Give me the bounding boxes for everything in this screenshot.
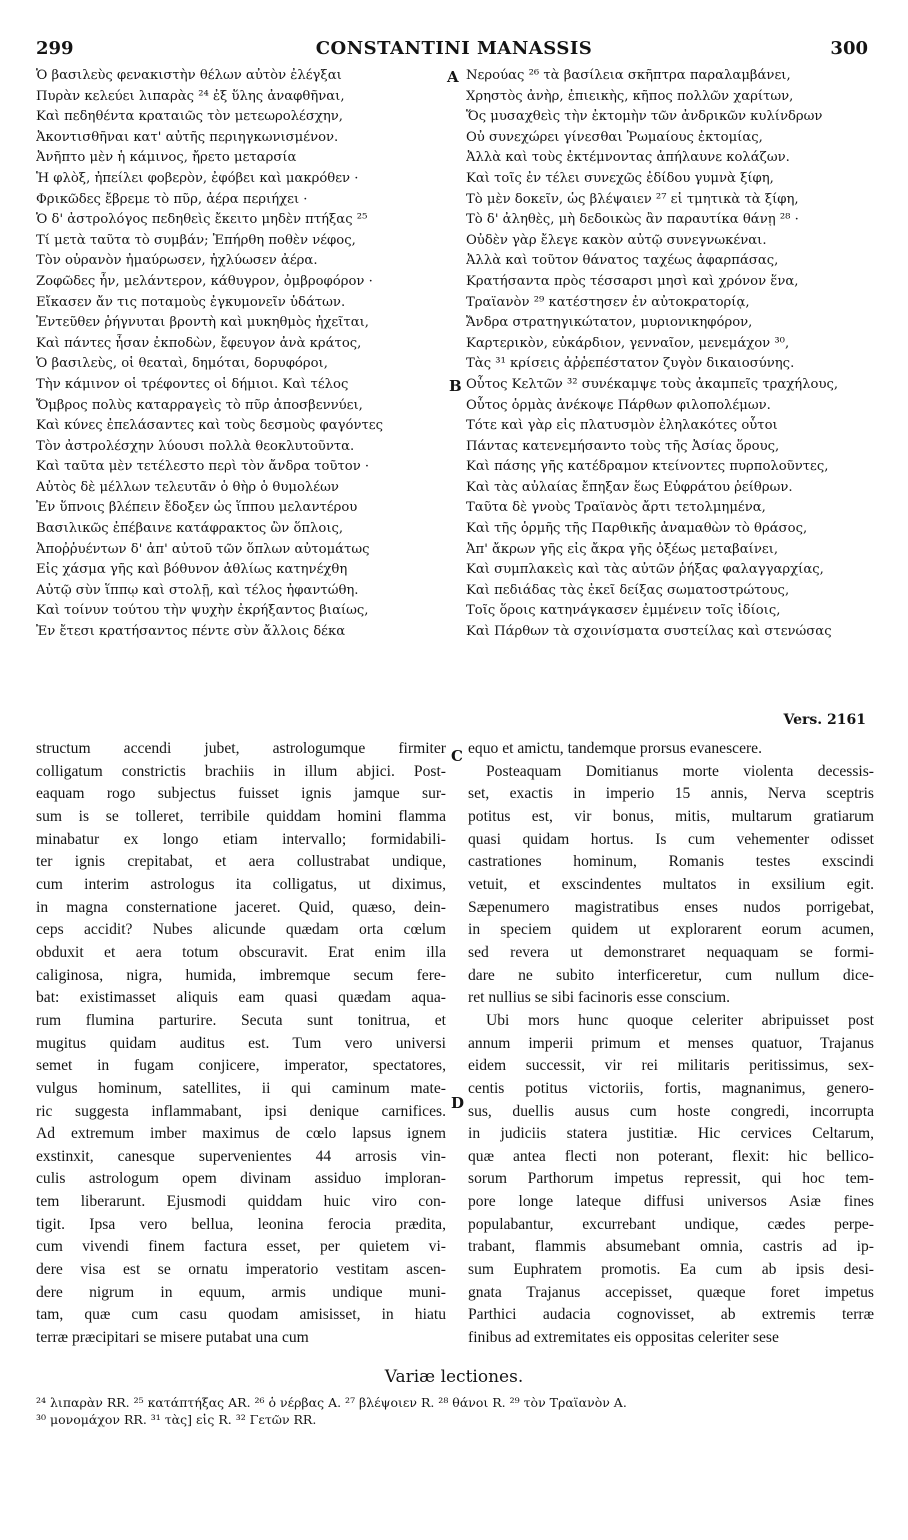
latin-text-line: Ad extremum imber maximus de cœlo lapsus ignem: [36, 1125, 446, 1143]
greek-verse-column-right: [466, 66, 876, 643]
greek-verse-line: Ὁ δ' ἀστρολόγος πεδηθεὶς ἔκειτο μηδὲν πτήξας ²⁵: [36, 212, 368, 228]
greek-verse-line: Τὰς ³¹ κρίσεις ἀῤῥεπέστατον ζυγὸν δικαιοσύνης.: [466, 356, 795, 372]
greek-verse-line: Τοῖς ὅροις κατηνάγκασεν ἐμμένειν τοῖς ἰδίοις,: [466, 603, 781, 619]
greek-verse-line: Καὶ κύνες ἐπελάσαντες καὶ τοὺς δεσμοὺς φαγόντες: [36, 418, 383, 434]
greek-verse-line: Εἴκασεν ἄν τις ποταμοὺς ἐγκυμονεῖν ὑδάτων.: [36, 294, 346, 310]
greek-verse-line: Οὐδὲν γὰρ ἔλεγε κακὸν αὐτῷ συνεγνωκέναι.: [466, 232, 767, 248]
greek-verse-line: Ἐντεῦθεν ῥήγνυται βροντὴ καὶ μυκηθμὸς ἠχεῖται,: [36, 315, 369, 331]
greek-verse-line: Ταῦτα δὲ γνοὺς Τραϊανὸς ἄρτι τετολμημένα,: [466, 500, 766, 516]
greek-verse-line: Κρατήσαντα πρὸς τέσσαρσι μησὶ καὶ χρόνον ἕνα,: [466, 273, 799, 289]
latin-text-line: structum accendi jubet, astrologumque firmiter: [36, 740, 446, 757]
greek-verse-line: Καὶ τὰς αὐλαίας ἔπηξαν ἕως Εὐφράτου ῥείθρων.: [466, 479, 793, 495]
latin-text-line: Sæpenumero magistratibus enses nudos porrigebat,: [468, 898, 874, 916]
greek-verse-line: Τὸν ἀστρολέσχην λύουσι πολλὰ θεοκλυτοῦντα.: [36, 438, 355, 454]
greek-verse-line: Καὶ συμπλακεὶς καὶ τὰς αὐτῶν ῥήξας φαλαγγαρχίας,: [466, 562, 824, 578]
latin-text-line: obduxit et aera totum obscuravit. Erat enim illa: [36, 943, 446, 961]
greek-verse-line: Πυρὰν κελεύει λιπαρὰς ²⁴ ἐξ ὕλης ἀναφθῆναι,: [36, 88, 345, 104]
latin-text-line: bat: existimasset aliquis eam quasi quædam aqua-: [36, 989, 446, 1007]
latin-text-line: ceps accidit? Nubes alicunde quædam orta cœlum: [36, 921, 446, 939]
greek-verse-line: Ὁ βασιλεὺς φενακιστὴν θέλων αὐτὸν ἐλέγξαι: [36, 68, 342, 83]
latin-text-line: sorum Parthorum impetus repressit, qui hoc tem-: [468, 1170, 874, 1188]
latin-text-line: ret nullius se sibi facinoris esse conscium.: [468, 989, 731, 1007]
greek-verse-line: Ὄμβρος πολὺς καταρραγεὶς τὸ πῦρ ἀποσβεννύει,: [36, 397, 363, 413]
latin-text-line: eidem successit, vir rei militaris peritissimus, sex-: [468, 1057, 874, 1075]
latin-text-line: ter ignis crepitabat, et aera collustrabat undique,: [36, 853, 446, 871]
greek-verse-line: Οὐ συνεχώρει γίνεσθαι Ῥωμαίους ἐκτομίας,: [466, 129, 763, 145]
greek-verse-line: Χρηστὸς ἀνὴρ, ἐπιεικὴς, κῆπος πολλῶν χαρίτων,: [466, 88, 794, 104]
greek-verse-column-left: [36, 66, 446, 643]
greek-verse-line: Ἄνδρα στρατηγικώτατον, μυριονικηφόρον,: [466, 315, 753, 331]
greek-verse-line: Τὴν κάμινον οἱ τρέφοντες οἱ δήμιοι. Καὶ τέλος: [36, 376, 349, 392]
latin-text-line: rum flumina parturire. Secuta sunt tonitrua, et: [36, 1011, 446, 1029]
latin-text-line: exstinxit, canesque supervenientes 44 arrosis vin-: [36, 1147, 446, 1165]
latin-text-line: tam, quæ cum casu quodam amisisset, in hiatu: [36, 1306, 446, 1324]
latin-text-line: castrationes hominum, Romanis testes exscindi: [468, 853, 874, 871]
latin-text-line: sed revera ut demonstraret nequaquam se formi-: [468, 943, 874, 961]
latin-text-line: potitus est, vir bonus, mitis, multarum gratiarum: [468, 807, 874, 825]
latin-text-line: colligatum constrictis brachiis in illum abjici. Post-: [36, 762, 446, 780]
page-number-left: 299: [36, 38, 74, 59]
greek-verse-line: Ἀνῆπτο μὲν ἡ κάμινος, ἤρετο μεταρσία: [36, 150, 297, 166]
latin-text-line: cum vivendi finem factura esset, per quietem vi-: [36, 1238, 446, 1256]
latin-text-line: pore longe lateque diffusi universos Asiæ fines: [468, 1193, 874, 1211]
greek-verse-line: Τραϊανὸν ²⁹ κατέστησεν ἐν αὐτοκρατορίᾳ,: [466, 294, 750, 310]
page-number-right: 300: [830, 38, 868, 59]
greek-verse-line: Καὶ τῆς ὁρμῆς τῆς Παρθικῆς ἀναμαθὼν τὸ θράσος,: [466, 521, 808, 537]
variae-lectiones-heading: Variæ lectiones.: [384, 1367, 524, 1387]
greek-verse-line: Ἐν ὕπνοις βλέπειν ἔδοξεν ὡς ἵππου μελαντέρου: [36, 500, 358, 516]
latin-text-line: finibus ad extremitates eis oppositas celeriter sese: [468, 1329, 779, 1347]
greek-verse-line: Καὶ πάσης γῆς κατέδραμον κτείνοντες πυρπολοῦντες,: [466, 459, 829, 475]
latin-text-line: dare ne subito interficeretur, cum nullum dice-: [468, 966, 874, 984]
latin-text-line: dere nigrum in equum, armis undique muni-: [36, 1283, 446, 1301]
greek-verse-line: Καρτερικὸν, εὐκάρδιον, γενναῖον, μενεμάχον ³⁰,: [466, 335, 790, 351]
margin-letter-d: D: [451, 1094, 465, 1112]
greek-verse-line: Ἀπ' ἄκρων γῆς εἰς ἄκρα γῆς ὀξέως μεταβαίνει,: [466, 541, 779, 557]
running-header: [0, 38, 908, 62]
greek-verse-line: Καὶ πεδιάδας τὰς ἐκεῖ δείξας σωματοστρώτους,: [466, 582, 790, 598]
latin-text-line: equo et amictu, tandemque prorsus evanescere.: [468, 740, 762, 757]
greek-verse-line: Ἐν ἔτεσι κρατήσαντος πέντε σὺν ἄλλοις δέκα: [36, 624, 346, 640]
latin-translation-column-left: [36, 738, 446, 1350]
greek-verse-line: Βασιλικῶς ἐπέβαινε κατάφρακτος ὢν ὅπλοις,: [36, 521, 344, 537]
greek-verse-line: Καὶ ταῦτα μὲν τετέλεστο περὶ τὸν ἄνδρα τοῦτον ·: [36, 459, 370, 475]
greek-verse-line: Ἡ φλὸξ, ἠπείλει φοβερὸν, ἐφόβει καὶ μακρόθεν ·: [36, 170, 359, 186]
verse-number: Vers. 2161: [783, 712, 866, 728]
latin-text-line: vetuit, et exscindentes multatos in exsilium egit.: [468, 875, 874, 893]
latin-text-line: in speciem quidem ut explorarent eorum acumen,: [468, 921, 874, 939]
latin-text-line: trabant, flammis absumebant omnia, castris ad ip-: [468, 1238, 874, 1256]
greek-verse-line: Φρικῶδες ἔβρεμε τὸ πῦρ, ἀέρα περιήχει ·: [36, 191, 308, 207]
greek-verse-line: Τότε καὶ γὰρ εἰς πλατυσμὸν ἐληλακότες οὗτοι: [466, 418, 778, 434]
greek-verse-line: Ἀλλὰ καὶ τοὺς ἐκτέμνοντας ἀπήλαυνε κολάζων.: [466, 150, 790, 166]
latin-text-line: mugitus quidam auditus est. Tum vero universi: [36, 1034, 446, 1052]
latin-text-line: culis astrologum opem divinam assiduo imploran-: [36, 1170, 446, 1188]
greek-verse-line: Τὸ δ' ἀληθὲς, μὴ δεδοικὼς ἂν παραυτίκα θάνῃ ²⁸ ·: [466, 212, 799, 228]
latin-text-line: Posteaquam Domitianus morte violenta decessis-: [486, 762, 874, 780]
variant-readings-line-1: ²⁴ λιπαρὰν RR. ²⁵ κατάπτήξας AR. ²⁶ ὁ νέρβας A. ²⁷ βλέψοιεν R. ²⁸ θάνοι R. ²⁹ τὸν Τραϊανὸν A.: [36, 1395, 627, 1410]
latin-text-line: Parthici audacia cognovisset, ab extremis terræ: [468, 1306, 874, 1324]
latin-text-line: minabatur ex longo etiam intervallo; formidabili-: [36, 830, 446, 848]
greek-verse-line: Τὸ μὲν δοκεῖν, ὡς βλέψαιεν ²⁷ εἰ τμητικὰ τὰ ξίφη,: [466, 191, 799, 207]
latin-text-line: cum interim astrologus ita colligatus, ut diximus,: [36, 875, 446, 893]
greek-verse-line: Καὶ πεδηθέντα κραταιῶς τὸν μετεωρολέσχην,: [36, 109, 343, 125]
greek-verse-line: Καὶ πάντες ἦσαν ἐκποδὼν, ἔφευγον ἀνὰ κράτος,: [36, 335, 362, 351]
greek-verse-line: Καὶ τοῖς ἐν τέλει συνεχῶς ἐδίδου γυμνὰ ξίφη,: [466, 170, 774, 186]
latin-text-line: quæ antea flecti non poterant, flexit: hic bellico-: [468, 1147, 874, 1165]
latin-text-line: in magna consternatione jaceret. Quid, quæso, dein-: [36, 898, 446, 916]
greek-verse-line: Οὗτος Κελτῶν ³² συνέκαμψε τοὺς ἀκαμπεῖς τραχήλους,: [466, 376, 839, 392]
latin-text-line: tem liberarunt. Ejusmodi quiddam huic viro con-: [36, 1193, 446, 1211]
latin-text-line: dere visa est se ornatu imperatorio vestitam ascen-: [36, 1261, 446, 1279]
latin-text-line: Ubi mors hunc quoque celeriter abripuisset post: [486, 1011, 874, 1029]
latin-text-line: sum is se tolleret, terribile quiddam homini flamma: [36, 807, 446, 825]
latin-text-line: tigit. Ipsa vero bellua, leonina ferocia prædita,: [36, 1215, 446, 1233]
latin-text-line: in judiciis statera justitiæ. Hic cervices Celtarum,: [468, 1125, 874, 1143]
latin-text-line: centis potitus victoriis, fortis, magnanimus, genero-: [468, 1079, 874, 1097]
greek-verse-line: Ὁ βασιλεὺς, οἱ θεαταὶ, δημόται, δορυφόροι,: [36, 356, 328, 372]
greek-verse-line: Αὐτὸς δὲ μέλλων τελευτᾶν ὁ θὴρ ὁ θυμολέων: [36, 479, 339, 495]
latin-text-line: sum Euphratem promotis. Ea cum ab ipsis desi-: [468, 1261, 874, 1279]
greek-verse-line: Ἀκοντισθῆναι κατ' αὐτῆς περιηγκωνισμένον.: [36, 129, 339, 145]
greek-verse-line: Ἀλλὰ καὶ τοῦτον θάνατος ταχέως ἀφαρπάσας,: [466, 253, 779, 269]
latin-text-line: caliginosa, nigra, humida, imbremque secum fere-: [36, 966, 446, 984]
latin-text-line: annum imperii primum et menses quatuor, Trajanus: [468, 1034, 874, 1052]
greek-verse-line: Εἰς χάσμα γῆς καὶ βόθυνον ἀθλίως κατηνέχθη: [36, 562, 348, 578]
latin-text-line: gnata Trajanus accepisset, quæque foret impetus: [468, 1283, 874, 1301]
greek-verse-line: Ἀποῤῥυέντων δ' ἀπ' αὐτοῦ τῶν ὅπλων αὐτομάτως: [36, 541, 370, 557]
greek-verse-line: Πάντας κατενεμήσαντο τοὺς τῆς Ἀσίας ὅρους,: [466, 438, 780, 454]
running-title: CONSTANTINI MANASSIS: [315, 38, 593, 59]
latin-text-line: populabantur, excurrebant undique, cædes perpe-: [468, 1215, 874, 1233]
greek-verse-line: Τὸν οὐρανὸν ἠμαύρωσεν, ἠχλύωσεν ἀέρα.: [36, 253, 318, 269]
margin-letter-a: A: [447, 68, 459, 86]
greek-verse-line: Ὅς μυσαχθεὶς τὴν ἐκτομὴν τῶν ἀνδρικῶν κυλίνδρων: [466, 109, 823, 125]
greek-verse-line: Ζοφῶδες ἦν, μελάντερον, κάθυγρον, ὀμβροφόρον ·: [36, 273, 373, 289]
variant-readings-line-2: ³⁰ μονομάχον RR. ³¹ τὰς] εἰς R. ³² Γετῶν RR.: [36, 1412, 317, 1427]
greek-verse-line: Αὐτῷ σὺν ἵππῳ καὶ στολῇ, καὶ τέλος ἠφαντώθη.: [36, 582, 359, 598]
latin-text-line: vulgus hominum, satellites, ii qui caminum mate-: [36, 1079, 446, 1097]
latin-translation-column-right: [468, 738, 874, 1350]
greek-verse-line: Νερούας ²⁶ τὰ βασίλεια σκῆπτρα παραλαμβάνει,: [466, 68, 791, 83]
latin-text-line: semet in fugam conjicere, imperator, spectatores,: [36, 1057, 446, 1075]
latin-text-line: sus, duellis ausus cum hoste congredi, incorrupta: [468, 1102, 874, 1120]
latin-text-line: ric suggesta inflammabant, ipsi denique carnifices.: [36, 1102, 446, 1120]
greek-verse-line: Καὶ Πάρθων τὰ σχοινίσματα συστείλας καὶ στενώσας: [466, 624, 832, 640]
latin-text-line: quasi quidam hortus. Is cum vehementer odisset: [468, 830, 874, 848]
greek-verse-line: Καὶ τοίνυν τούτου τὴν ψυχὴν ἐκρήξαντος βιαίως,: [36, 603, 369, 619]
latin-text-line: terræ præcipitari se misere putabat una cum: [36, 1329, 309, 1347]
margin-letter-c: C: [451, 747, 463, 765]
margin-letter-b: B: [449, 377, 462, 395]
latin-text-line: eaquam rogo subjectus fuisset ignis jamque sur-: [36, 785, 446, 803]
latin-text-line: set, exactis in imperio 15 annis, Nerva sceptris: [468, 785, 874, 803]
greek-verse-line: Τί μετὰ ταῦτα τὸ συμβάν; Ἐπήρθη ποθὲν νέφος,: [36, 232, 356, 248]
greek-verse-line: Οὗτος ὁρμὰς ἀνέκοψε Πάρθων φιλοπολέμων.: [466, 397, 771, 413]
